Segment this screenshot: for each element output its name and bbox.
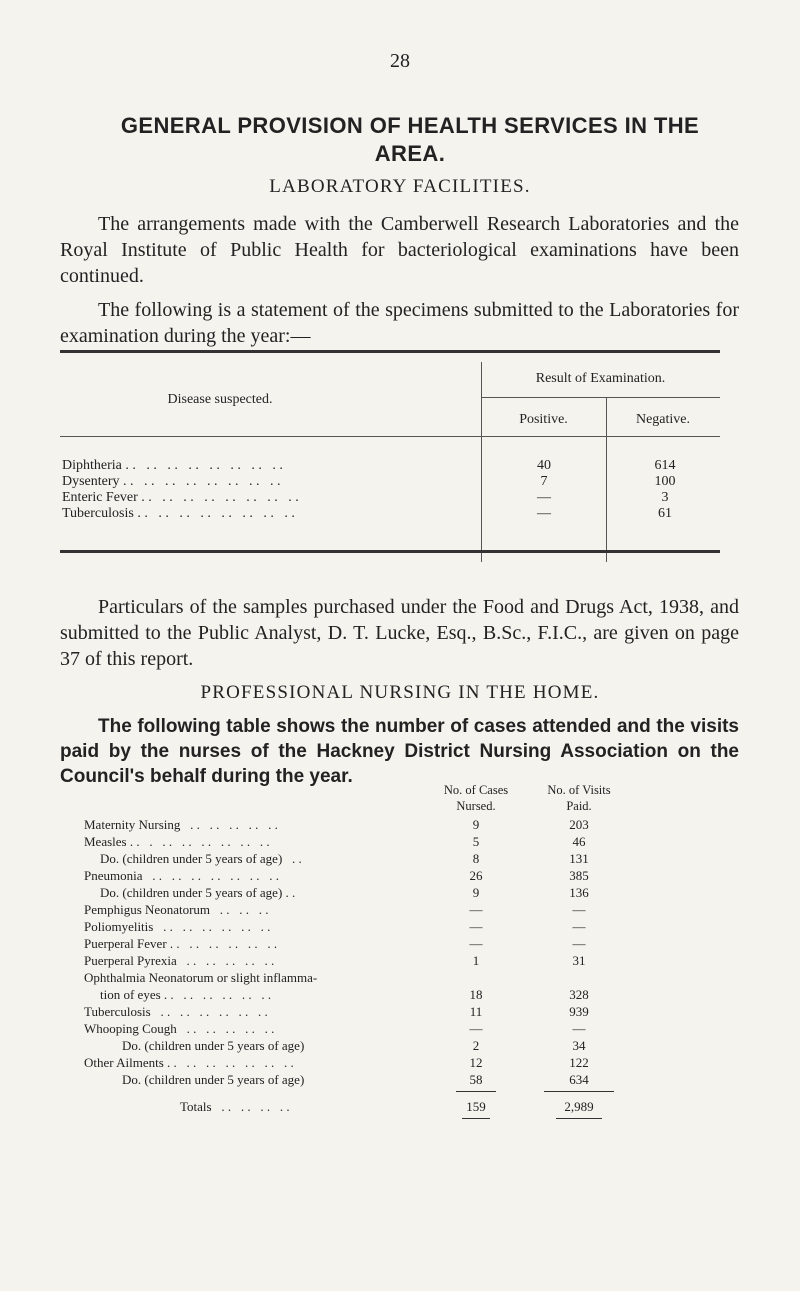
cases-nursed-header: No. of Cases Nursed. [443, 783, 509, 813]
row-label: Other Ailments . . . . . . . . . . . . . . [84, 1055, 294, 1070]
header-bottom-rule [60, 436, 720, 437]
visits-value: 385 [569, 868, 589, 883]
table-row [60, 918, 680, 935]
table-row [60, 474, 720, 490]
row-label: Do. (children under 5 years of age) [122, 1038, 305, 1053]
table-row [60, 816, 680, 833]
table-row [60, 986, 680, 1003]
lab-statement-intro: The following is a statement of the specimens submitted to the Laboratories for examination during the year:— [60, 299, 739, 347]
row-label: Measles . . . . . . . . . . . . . . . [84, 834, 270, 849]
visits-value: 131 [569, 851, 589, 866]
table-row [60, 867, 680, 884]
disease-suspected-header: Disease suspected. [167, 392, 273, 407]
positive-value: 40 [537, 458, 551, 473]
row-label: Do. (children under 5 years of age) . . [100, 851, 302, 866]
row-label: Poliomyelitis . . . . . . . . . . . . [84, 919, 271, 934]
row-label: Maternity Nursing . . . . . . . . . . [84, 817, 278, 832]
cases-value: 1 [472, 953, 480, 968]
table-row [60, 952, 680, 969]
row-label: Puerperal Fever . . . . . . . . . . . . [84, 936, 278, 951]
table-row [60, 901, 680, 918]
row-label: Pemphigus Neonatorum . . . . . . [84, 902, 269, 917]
page-number: 28 [390, 50, 410, 72]
disease-label: Enteric Fever . . . . . . . . . . . . . . . . [62, 490, 299, 505]
cases-value: 9 [472, 817, 480, 832]
visits-value: 122 [569, 1055, 589, 1070]
negative-value: 100 [654, 474, 676, 489]
row-label: tion of eyes . . . . . . . . . . . . [100, 987, 272, 1002]
totals-bottom-rule [556, 1118, 602, 1119]
totals-row [60, 1098, 680, 1115]
visits-value: 203 [569, 817, 589, 832]
positive-value: — [537, 506, 551, 521]
negative-value: 3 [661, 490, 669, 505]
visits-value: 31 [572, 953, 586, 968]
table-row [60, 1071, 680, 1088]
cases-value: — [469, 902, 483, 917]
cases-value: 12 [469, 1055, 483, 1070]
cases-value: 26 [469, 868, 483, 883]
row-label: Puerperal Pyrexia . . . . . . . . . . [84, 953, 275, 968]
totals-cases-value: 159 [466, 1099, 486, 1114]
table-row [60, 1037, 680, 1054]
totals-rule [456, 1091, 496, 1092]
cases-value: 8 [472, 851, 480, 866]
row-label: Do. (children under 5 years of age) [122, 1072, 305, 1087]
table-row [60, 490, 720, 506]
nursing-heading: PROFESSIONAL NURSING IN THE HOME. [200, 682, 600, 703]
negative-value: 61 [658, 506, 672, 521]
lab-arrangements-paragraph: The arrangements made with the Camberwell Research Laboratories and the Royal Institute of Public Health for bacteriological examinations have been continued. [60, 213, 739, 287]
positive-value: 7 [540, 474, 548, 489]
table-row [60, 850, 680, 867]
disease-label: Tuberculosis . . . . . . . . . . . . . . . . [62, 506, 295, 521]
visits-value: 46 [572, 834, 586, 849]
row-label: Whooping Cough . . . . . . . . . . [84, 1021, 275, 1036]
visits-value: 634 [569, 1072, 589, 1087]
cases-value: 58 [469, 1072, 483, 1087]
laboratory-table [60, 350, 720, 572]
table-row [60, 833, 680, 850]
table-row [60, 969, 680, 986]
visits-value: 328 [569, 987, 589, 1002]
disease-label: Diphtheria . . . . . . . . . . . . . . . . [62, 458, 283, 473]
visits-value: 939 [569, 1004, 589, 1019]
cases-value: 9 [472, 885, 480, 900]
row-label: Do. (children under 5 years of age) . . [100, 885, 296, 900]
table-row [60, 1054, 680, 1071]
nursing-table [60, 782, 680, 1112]
table-row [60, 935, 680, 952]
visits-value: — [572, 936, 586, 951]
cases-value: 18 [469, 987, 483, 1002]
totals-rule [544, 1091, 614, 1092]
negative-value: 614 [654, 458, 676, 473]
table-row [60, 884, 680, 901]
totals-label: Totals . . . . . . . . [180, 1099, 290, 1114]
page-heading: GENERAL PROVISION OF HEALTH SERVICES IN THE AREA. [120, 113, 700, 166]
visits-value: 136 [569, 885, 589, 900]
cases-value: 5 [472, 834, 480, 849]
header-rule [481, 397, 720, 398]
cases-value: 2 [472, 1038, 480, 1053]
row-label: Tuberculosis . . . . . . . . . . . . [84, 1004, 268, 1019]
visits-value: — [572, 902, 586, 917]
table-bottom-rule [60, 550, 720, 553]
table-row [60, 458, 720, 474]
cases-value: — [469, 936, 483, 951]
laboratory-heading: LABORATORY FACILITIES. [269, 176, 531, 197]
visits-value: — [572, 1021, 586, 1036]
positive-value: — [537, 490, 551, 505]
table-row [60, 1020, 680, 1037]
totals-visits-value: 2,989 [564, 1099, 594, 1114]
row-label: Pneumonia . . . . . . . . . . . . . . [84, 868, 279, 883]
cases-value: — [469, 919, 483, 934]
visits-value: 34 [572, 1038, 586, 1053]
result-of-examination-header: Result of Examination. [535, 371, 666, 386]
negative-header: Negative. [635, 412, 691, 427]
row-label: Ophthalmia Neonatorum or slight inflamma- [84, 970, 318, 985]
positive-header: Positive. [519, 412, 568, 427]
nursing-intro-paragraph: The following table shows the number of cases attended and the visits paid by the nurses of the Hackney District Nursing Association on the Council's behalf during the year. [60, 716, 739, 787]
disease-label: Dysentery . . . . . . . . . . . . . . . . [62, 474, 281, 489]
totals-bottom-rule [462, 1118, 490, 1119]
visits-value: — [572, 919, 586, 934]
cases-value: — [469, 1021, 483, 1036]
table-row [60, 1003, 680, 1020]
cases-value: 11 [469, 1004, 483, 1019]
visits-paid-header: No. of Visits Paid. [547, 783, 611, 813]
food-and-drugs-paragraph: Particulars of the samples purchased under the Food and Drugs Act, 1938, and submitted to the Public Analyst, D. T. Lucke, Esq., B.Sc., F.I.C., are given on page 37 of this report. [60, 596, 739, 670]
table-row [60, 506, 720, 522]
